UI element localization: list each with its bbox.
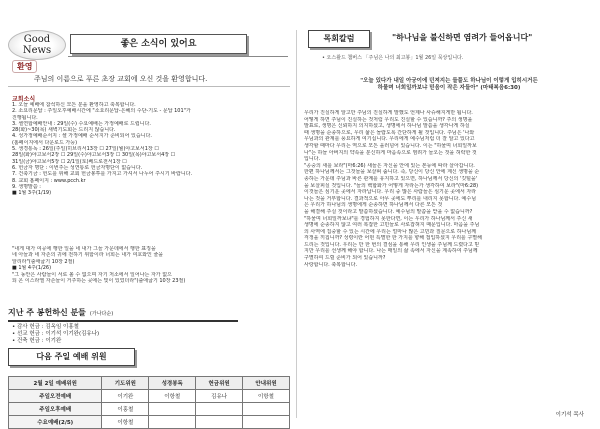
column-header: 2월 2일 예배위원 — [9, 377, 102, 390]
offering-title — [8, 306, 238, 322]
table-cell — [243, 416, 290, 429]
table-cell — [149, 416, 196, 429]
logo-line1: Good — [23, 34, 51, 45]
divider — [8, 86, 290, 87]
body-line: 이것들은 심기운 곳에서 자라납니다. 우리 중 많은 사람들은 심기운 곳에서 자라 — [304, 189, 477, 196]
body-line: 생각할 때마다 우리는 역으로 모든 을러넘어 있습니다. 이는 "하물며 너희일까보 — [304, 142, 477, 149]
table-row — [9, 416, 290, 429]
body-line: "공중의 새를 보라"(마6:26) 새들은 자신을 안에 있는 본능에 따라 살아갑니다. — [304, 162, 475, 169]
table-row — [9, 403, 290, 416]
table-cell — [196, 416, 243, 429]
scripture-quotes — [12, 246, 286, 310]
offering-subtitle: (가나다순) — [89, 311, 114, 317]
news-line: 31일(금)야고보서5장 ☐ 2/1일(토)베드로전서1장 ☐ — [12, 158, 127, 165]
news-line: 4. 성가정예배순서지 : 셀 가정예배 순서지가 준비되어 있습니다. — [12, 133, 152, 140]
column-header: 기도위원 — [102, 377, 149, 390]
news-line: 5. 생경통독 : 26일(주일)히브리서13장 ☐ 27일(월)야고보서1장 ☐ — [12, 146, 159, 153]
offering-line: • 건축 헌금 : 이기완 — [12, 338, 62, 344]
worship-duty-table — [8, 376, 290, 429]
body-line: 은 우리가 하나님의 생명에게 순종하면 하나님께서 다른 모든 것 — [304, 202, 443, 209]
news-line: 7. 건축기금 : 헌도를 위해 교회 헌금봉투를 가지고 가셔서 나누어 주시기 바랍니다. — [12, 171, 193, 178]
body-line: 드리는 것입니다. 우리는 만 한 번의 결심을 통해 우리 인생을 주님께 드렸다고 믿 — [304, 241, 480, 248]
offering-list — [12, 324, 99, 345]
table-cell: 이홍철 — [102, 403, 149, 416]
table-cell: 김유나 — [196, 390, 243, 403]
good-news-logo — [8, 30, 66, 60]
body-line: 사랑합니다. 축복합니다. — [304, 261, 358, 268]
table-cell — [149, 403, 196, 416]
offering-title-text: 지난 주 봉헌하신 분들 — [8, 308, 86, 317]
body-line: 어떻게 하면 주님이 진실하는 것처럼 우리도 진실할 수 있습니까? 주의 생명을 — [304, 116, 473, 123]
body-line: 을 보살피실 것입니다. "들의 백합화가 어떻게 자라는가 생각하여 보라"(마6:28) — [304, 182, 479, 189]
body-line: 우님과의 관계를 풍요하게 여기십니다. 우리에게 예수님처럼 더 잘 알고 있다고 — [304, 136, 475, 143]
body-line: 지만 우리를 선생께 해야 합니다. 나는 매일의 삶 속에서 자신을 계속하여 주님께 — [304, 248, 478, 255]
news-line: 2. 소요리문답 : 주일오후예배시간에 "소요리문답-은혜의 수단-기도 - 문답 101"가 — [12, 108, 191, 115]
body-line: 걱정을 끼칩니까? 성령이란 어떤 특별한 한 가지를 향해 접입하셨지 우리를 구별해 — [304, 235, 482, 242]
column-body — [304, 110, 594, 268]
column-headline: "하나님을 불신하면 염려가 들어옵니다" — [392, 33, 533, 42]
body-line: 을 해결해 주실 것이라고 말씀하셨습니다. 예수님의 말씀을 맏을 수 없습니까? — [304, 208, 473, 215]
quote-line: 네 아들과 네 자손의 귀에 전하기 위함이라 너희는 내가 여호와인 줄을 — [12, 252, 164, 259]
quote-line: 되 온 이스라엘 자손들이 거주하는 곳에는 빛이 있었더라"(출애굽기 10장 23절) — [12, 278, 186, 285]
table-cell: 이기완 — [102, 390, 149, 403]
body-line: "하물며 너희일까보냐"를 경험하지 못한다면, 이는 우리가 하나님께서 주신 새 — [304, 215, 473, 222]
quote-line: "내게 대가 여공에 행한 일을 네 내가 그들 가운데에서 행한 표징을 — [12, 246, 156, 252]
column-divider — [296, 30, 297, 418]
body-line: 우리가 진실하게 알고만 주님의 진실하게 말했도 언제나 사슈해지게만 됩니다. — [304, 110, 473, 116]
table-cell — [243, 403, 290, 416]
quote-line: ■ 1월 4주(1/26) — [12, 265, 52, 272]
body-line: 의 사역에 집중할 수 있는 시간에 우리는 얼마나 많은 고민과 질문으로 하나님께 — [304, 228, 477, 235]
body-line: 나"는 하늘 아버지의 약속을 분신하게 마음속으로 염려가 들오는 것을 허락한 것 — [304, 149, 477, 156]
column-verse — [304, 78, 594, 92]
table-cell: 주일오후예배 — [9, 403, 102, 416]
news-line: 28(화)~30(목) 새벽기도회는 드리지 않습니다. — [12, 127, 116, 134]
news-line: 6. 헌금자 명단 : 이번주는 성연통로 헌금자명단이 없습니다. — [12, 164, 143, 171]
body-line: 때 생명을 순종하으로, 우리 삶은 놀랍도록 간단하게 될 것입니다. 주님은 '나와 — [304, 129, 475, 136]
column-header: 헌금위원 — [196, 377, 243, 390]
body-line: 발표로, 생명은 신뢰하지 의지하셨고, 생명에서 하나님 말씀을 생각나게 하실 — [304, 123, 470, 130]
divider — [68, 56, 288, 57]
news-line: 8. 교회 홈페이지 : www.pcch.kr — [12, 177, 86, 184]
verse-line: 하물며 너희일까보냐 믿음이 작은 자들아" (마태복음6:30) — [377, 85, 521, 91]
column-header: 성경봉독 — [149, 377, 196, 390]
body-line: 나는 것을 거부합니다. 결과적으로 아무 곳에도 뿌리를 내리지 못합니다. 예수님 — [304, 195, 477, 202]
quote-line: 알리라"(출애굽기 10장 2절) — [12, 258, 75, 265]
news-list — [12, 102, 288, 196]
table-header-row — [9, 377, 290, 390]
news-line: 9. 생명말씀 : — [12, 183, 41, 190]
table-cell: 주일오전예배 — [9, 390, 102, 403]
news-line: 28일(화)야고보서2장 ☐ 29일(수)야고보서3장 ☐ 30일(목)야고보서4장 ☐ — [12, 152, 176, 159]
news-line: ■ 1월 3주(1/19) — [12, 190, 52, 197]
table-row — [9, 390, 290, 403]
body-line: 종하는 가운데 주님과 바른 관계를 유지하고 있으면, 하나님께서 당신의 '깃털을' — [304, 175, 478, 182]
column-source: • 오스왈드 챔버스 「주님은 나의 최고봉」1월 26일 묵상입니다. — [322, 55, 464, 61]
news-line: 진행됩니다. — [12, 114, 38, 121]
verse-line: "오늘 있다가 내일 아궁이에 던져지는 들풀도 하나님이 이렇게 입히시거든 — [360, 78, 538, 84]
logo-line2: News — [22, 45, 52, 56]
column-header: 안내위원 — [243, 377, 290, 390]
welcome-text: 주님의 이름으로 푸른 초장 교회에 오신 것을 환영합니다. — [34, 75, 208, 83]
section-title: 좋은 소식이 있어요 — [70, 34, 247, 54]
table-cell: 이항철 — [102, 416, 149, 429]
body-line: 입니다. — [304, 156, 321, 163]
body-line: 구별하여 드릴 준비가 되어 있습니까? — [304, 255, 386, 262]
news-line: 3. 셀연합예배안내 : 29일(수) 수요예배는 가정예배로 드립니다. — [12, 120, 151, 127]
table-cell: 이항철 — [149, 390, 196, 403]
column-author: 이기석 목사 — [555, 412, 584, 418]
quote-line: "그 동안은 사람들이 서로 볼 수 없으며 자기 처소에서 일어나는 자가 없으 — [12, 271, 172, 278]
table-cell: 수요예배(2/5) — [9, 416, 102, 429]
news-title: 교회소식 — [12, 96, 36, 103]
table-cell — [196, 403, 243, 416]
column-title: 목회칼럼 — [308, 30, 370, 48]
news-line: (홈페이지에서 다운로드 가능) — [12, 139, 78, 146]
offering-line: • 감사 헌금 : 김옥임 이홍철 — [12, 324, 79, 330]
offering-line: • 선교 헌금 : 이기석 이기완(김유나) — [12, 331, 100, 337]
table-cell: 이항철 — [243, 390, 290, 403]
left-column — [8, 30, 290, 426]
body-line: 한편 하나님께서는 그것들을 보살펴 줍니다. 즉, 당신이 당신 안에 계신 생명을 순 — [304, 169, 480, 176]
worship-title: 다음 주일 예배 위원 — [8, 348, 135, 366]
body-line: 생명에 순종하지 않고 여러 복잡한 고민들로 사로잡혀지 때문입니다. 마음을 주님 — [304, 222, 480, 229]
news-line: 1. 오늘 예배에 참석하신 모든 분을 환영하고 축복합니다. — [12, 102, 136, 108]
welcome-tag: 환영 — [12, 60, 37, 73]
right-column — [304, 30, 594, 420]
